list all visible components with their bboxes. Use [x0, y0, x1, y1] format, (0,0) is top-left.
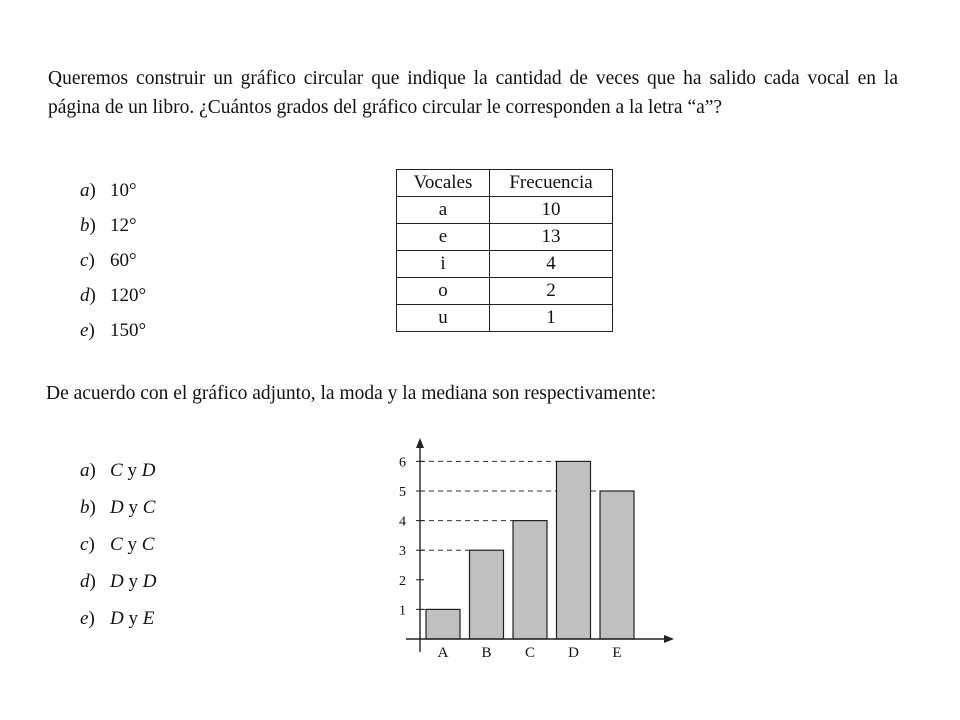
- table-cell-frequency: 1: [490, 305, 613, 332]
- table-cell-frequency: 2: [490, 278, 613, 305]
- table-row: [397, 224, 613, 251]
- q2-option-text: D y C: [110, 497, 156, 518]
- y-tick-label: 6: [399, 455, 406, 471]
- q2-option-text: D y E: [110, 608, 155, 629]
- y-tick-label: 4: [399, 514, 406, 530]
- q1-option-text: 60°: [110, 250, 137, 271]
- table-cell-frequency: 4: [490, 251, 613, 278]
- table-header-frecuencia: Frecuencia: [490, 170, 613, 197]
- q2-option-c[interactable]: c) C y C: [80, 534, 155, 555]
- x-tick-label: C: [524, 645, 536, 661]
- q1-option-text: 150°: [110, 320, 147, 341]
- frequency-table: [396, 169, 613, 332]
- bar-chart: [380, 430, 680, 665]
- q1-option-e[interactable]: e) 150°: [80, 320, 147, 341]
- table-header-vocales: Vocales: [397, 170, 490, 197]
- x-tick-label: D: [568, 645, 579, 661]
- q2-option-d[interactable]: d) D y D: [80, 571, 157, 592]
- table-row: [397, 278, 613, 305]
- q1-option-d[interactable]: d) 120°: [80, 285, 147, 306]
- y-tick-label: 2: [399, 573, 406, 589]
- table-cell-vowel: i: [397, 251, 490, 278]
- bar-E: [600, 491, 634, 639]
- bar-C: [513, 521, 547, 639]
- x-axis-arrow-icon: [664, 635, 674, 643]
- q2-option-b[interactable]: b) D y C: [80, 497, 156, 518]
- y-tick-label: 1: [399, 603, 406, 619]
- q2-option-e[interactable]: e) D y E: [80, 608, 155, 629]
- table-row: [397, 251, 613, 278]
- x-tick-label: A: [437, 645, 449, 661]
- x-tick-label: B: [481, 645, 492, 661]
- x-tick-label: E: [612, 645, 622, 661]
- question-1-text: Queremos construir un gráfico circular que indique la cantidad de veces que ha salido cada vocal en la página de un libro. ¿Cuántos grados del gráfico circular le corresponden a la letra “a”?: [48, 68, 898, 118]
- q1-option-a[interactable]: a) 10°: [80, 180, 137, 201]
- q2-option-text: C y D: [110, 460, 156, 481]
- table-row: [397, 197, 613, 224]
- q2-option-a[interactable]: a) C y D: [80, 460, 156, 481]
- q1-option-text: 10°: [110, 180, 137, 201]
- q2-option-text: C y C: [110, 534, 155, 555]
- table-cell-vowel: a: [397, 197, 490, 224]
- table-cell-frequency: 13: [490, 224, 613, 251]
- q2-option-text: D y D: [110, 571, 157, 592]
- q1-option-b[interactable]: b) 12°: [80, 215, 137, 236]
- bar-B: [470, 550, 504, 639]
- table-cell-frequency: 10: [490, 197, 613, 224]
- bar-A: [426, 609, 460, 639]
- table-cell-vowel: e: [397, 224, 490, 251]
- question-2-text: De acuerdo con el gráfico adjunto, la moda y la mediana son respectivamente:: [46, 383, 657, 404]
- table-header-row: [397, 170, 613, 197]
- table-cell-vowel: u: [397, 305, 490, 332]
- table-row: [397, 305, 613, 332]
- y-tick-label: 3: [399, 544, 406, 560]
- q1-option-text: 120°: [110, 285, 147, 306]
- bar-D: [557, 461, 591, 639]
- q1-option-c[interactable]: c) 60°: [80, 250, 137, 271]
- table-cell-vowel: o: [397, 278, 490, 305]
- y-axis-arrow-icon: [416, 438, 424, 448]
- y-tick-label: 5: [399, 485, 406, 500]
- q1-option-text: 12°: [110, 215, 137, 236]
